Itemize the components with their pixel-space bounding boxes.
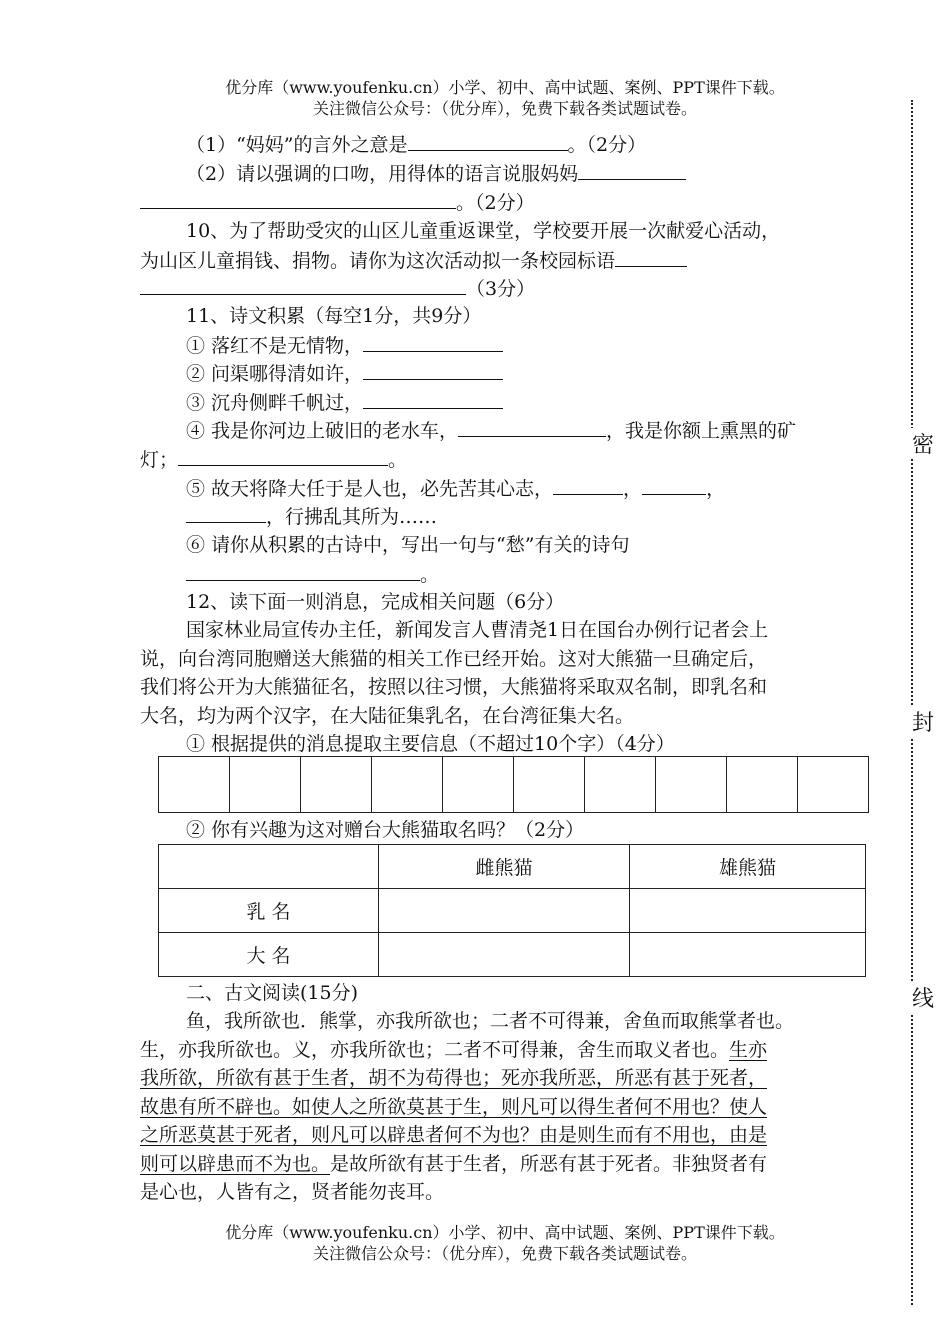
answer-box[interactable]	[727, 757, 798, 813]
passage-line4-underlined: 故患有所不辟也。如使人之所欲莫甚于生，则凡可以得生者何不用也？使人	[140, 1096, 768, 1118]
answer-blank[interactable]	[140, 275, 466, 295]
answer-blank[interactable]	[458, 417, 606, 437]
answer-box[interactable]	[585, 757, 656, 813]
answer-box-grid	[158, 756, 869, 813]
q11-item6: ⑥ 请你从积累的古诗中，写出一句与“愁”有关的诗句	[186, 534, 630, 556]
q11-item3: ③ 沉舟侧畔千帆过，	[186, 389, 503, 416]
q12-para-line1: 国家林业局宣传办主任，新闻发言人曹清尧1日在国台办例行记者会上	[186, 619, 769, 641]
q10-line2: 为山区儿童捐钱、捐物。请你为这次活动拟一条校园标语	[140, 247, 687, 274]
footer-line-2: 关注微信公众号：（优分库），免费下载各类试题试卷。	[312, 1244, 697, 1263]
q12-para-line3: 我们将公开为大熊猫征名，按照以往习惯，大熊猫将采取双名制，即乳名和	[140, 676, 768, 698]
passage-line3-underlined: 我所欲，所欲有甚于生者，胡不为苟得也；死亦我所恶，所恶有甚于死者，	[140, 1067, 768, 1089]
section2-title: 二、古文阅读(15分)	[186, 982, 359, 1004]
page-header	[0, 77, 950, 119]
q10-line1: 10、为了帮助受灾的山区儿童重返课堂，学校要开展一次献爱心活动，	[186, 220, 781, 242]
q10-line3: （3分）	[140, 275, 535, 302]
passage-line2: 生，亦我所欲也。义，亦我所欲也；二者不可得兼，舍生而取义者也。生亦	[140, 1039, 768, 1061]
underlined-text: 则可以辟患而不为也。	[140, 1153, 331, 1175]
passage-line6: 则可以辟患而不为也。是故所欲有甚于生者，所恶有甚于死者。非独贤者有	[140, 1153, 768, 1175]
answer-blank[interactable]	[178, 446, 388, 466]
margin-char-seal: 密	[908, 428, 938, 459]
answer-blank[interactable]	[578, 160, 686, 180]
table-corner-cell	[159, 845, 379, 889]
page-footer	[0, 1222, 950, 1264]
answer-box[interactable]	[372, 757, 443, 813]
margin-char-close: 封	[908, 706, 938, 737]
binding-cut-line	[911, 100, 913, 1305]
answer-blank[interactable]	[186, 503, 266, 523]
q12-sub1: ① 根据提供的消息提取主要信息（不超过10个字）（4分）	[186, 733, 675, 755]
answer-box[interactable]	[159, 757, 230, 813]
q11-item4: ④ 我是你河边上破旧的老水车， ，我是你额上熏黑的矿	[186, 417, 796, 444]
answer-blank[interactable]	[363, 332, 503, 352]
answer-blank[interactable]	[140, 189, 456, 209]
panda-name-table	[158, 844, 866, 977]
passage-line1: 鱼，我所欲也．熊掌，亦我所欲也；二者不可得兼，舍鱼而取熊掌者也。	[186, 1010, 795, 1032]
answer-blank[interactable]	[363, 389, 503, 409]
footer-line-1: 优分库（www.youfenku.cn）小学、初中、高中试题、案例、PPT课件下载。	[225, 1223, 785, 1242]
male-panda-header: 雄熊猫	[630, 845, 866, 889]
q11-item2: ② 问渠哪得清如许，	[186, 360, 503, 387]
answer-blank[interactable]	[408, 131, 568, 151]
row-label-milk-name: 乳 名	[159, 889, 379, 933]
answer-blank[interactable]	[615, 247, 687, 267]
margin-char-line: 线	[908, 982, 938, 1013]
answer-blank[interactable]	[553, 475, 623, 495]
passage-line5-underlined: 之所恶莫甚于死者，则凡可以辟患者何不为也？由是则生而有不用也，由是	[140, 1124, 768, 1146]
answer-blank[interactable]	[363, 360, 503, 380]
q11-item1: ① 落红不是无情物，	[186, 332, 503, 359]
q12-sub2: ② 你有兴趣为这对赠台大熊猫取名吗？（2分）	[186, 819, 585, 841]
answer-blank[interactable]	[186, 561, 420, 581]
answer-box[interactable]	[230, 757, 301, 813]
q9-part1: （1）“妈妈”的言外之意是 。（2分）	[186, 131, 646, 158]
q12-para-line4: 大名，均为两个汉字，在大陆征集乳名，在台湾征集大名。	[140, 705, 635, 727]
female-milk-name-cell[interactable]	[379, 889, 630, 933]
q12-para-line2: 说，向台湾同胞赠送大熊猫的相关工作已经开始。这对大熊猫一旦确定后，	[140, 648, 768, 670]
answer-blank[interactable]	[642, 475, 706, 495]
answer-box[interactable]	[514, 757, 585, 813]
q11-item6-cont: 。	[186, 561, 439, 588]
answer-box[interactable]	[656, 757, 727, 813]
q11-item5-cont: ，行拂乱其所为……	[186, 503, 437, 530]
female-formal-name-cell[interactable]	[379, 933, 630, 977]
q9-part2-cont: 。（2分）	[140, 189, 535, 216]
header-line-1: 优分库（www.youfenku.cn）小学、初中、高中试题、案例、PPT课件下载。	[225, 78, 785, 97]
row-label-formal-name: 大 名	[159, 933, 379, 977]
female-panda-header: 雌熊猫	[379, 845, 630, 889]
underlined-text: 生亦	[729, 1039, 768, 1061]
q11-item5: ⑤ 故天将降大任于是人也，必先苦其心志， ， ，	[186, 475, 725, 502]
male-formal-name-cell[interactable]	[630, 933, 866, 977]
answer-box[interactable]	[301, 757, 372, 813]
passage-line7: 是心也，人皆有之，贤者能勿丧耳。	[140, 1181, 445, 1203]
answer-box[interactable]	[798, 757, 869, 813]
answer-box[interactable]	[443, 757, 514, 813]
q11-item4-cont: 灯； 。	[140, 446, 407, 473]
header-line-2: 关注微信公众号：（优分库），免费下载各类试题试卷。	[312, 99, 697, 118]
q12-title: 12、读下面一则消息，完成相关问题（6分）	[186, 591, 565, 613]
q9-part2: （2）请以强调的口吻，用得体的语言说服妈妈	[186, 160, 686, 187]
male-milk-name-cell[interactable]	[630, 889, 866, 933]
q11-title: 11、诗文积累（每空1分，共9分）	[186, 305, 482, 327]
